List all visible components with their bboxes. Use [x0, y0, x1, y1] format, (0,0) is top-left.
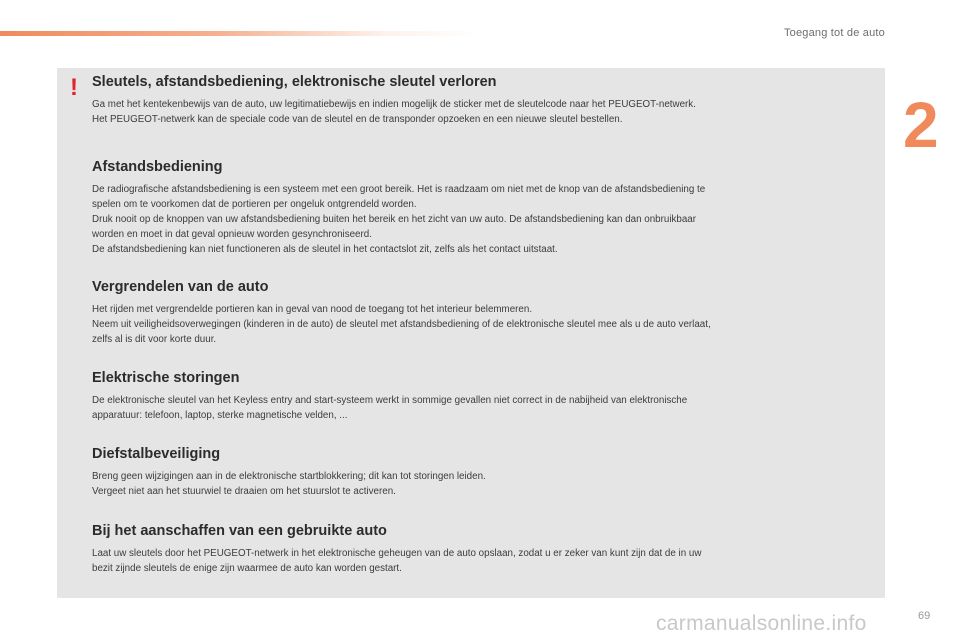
chapter-title: Toegang tot de auto — [783, 27, 885, 39]
chapter-number: 2 — [903, 89, 939, 161]
section-title: Vergrendelen van de auto — [92, 279, 269, 295]
watermark: carmanualsonline.info — [656, 612, 867, 635]
header-accent-bar — [0, 31, 480, 36]
text-line: worden en moet in dat geval opnieuw worden gesynchroniseerd. — [92, 229, 372, 240]
text-line: Druk nooit op de knoppen van uw afstandsbediening buiten het bereik en het zicht van uw auto. De afstandsbediening kan dan onbruikbaar — [92, 214, 697, 225]
section-text — [92, 393, 872, 423]
text-line: Neem uit veiligheidsoverwegingen (kinderen in de auto) de sleutel met afstandsbediening of de elektronische sleutel mee als u de auto verlaat, — [92, 319, 711, 330]
text-line: Het PEUGEOT-netwerk kan de speciale code van de sleutel en de transponder opzoeken en een nieuwe sleutel bestellen. — [92, 114, 623, 125]
text-line: Laat uw sleutels door het PEUGEOT-netwerk in het elektronische geheugen van de auto opslaan, zodat u er zeker van kunt zijn dat de in uw — [92, 548, 702, 559]
section-text — [92, 546, 872, 576]
text-line: Breng geen wijzigingen aan in de elektronische startblokkering; dit kan tot storingen leiden. — [92, 471, 486, 482]
section-elektrische-storingen — [92, 370, 872, 423]
page-number: 69 — [918, 610, 931, 622]
exclamation-icon: ! — [70, 74, 78, 101]
section-title: Elektrische storingen — [92, 370, 240, 386]
section-afstandsbediening — [92, 159, 872, 257]
section-text — [92, 469, 872, 499]
section-text — [92, 302, 872, 347]
section-title: Afstandsbediening — [92, 159, 223, 175]
text-line: bezit zijnde sleutels de enige zijn waarmee de auto kan worden gestart. — [92, 563, 402, 574]
text-line: apparatuur: telefoon, laptop, sterke magnetische velden, ... — [92, 410, 348, 421]
section-vergrendelen — [92, 279, 872, 347]
text-line: Vergeet niet aan het stuurwiel te draaien om het stuurslot te activeren. — [92, 486, 396, 497]
section-title: Bij het aanschaffen van een gebruikte auto — [92, 523, 387, 539]
text-line: spelen om te voorkomen dat de portieren per ongeluk ontgrendeld worden. — [92, 199, 417, 210]
text-line: Ga met het kentekenbewijs van de auto, uw legitimatiebewijs en indien mogelijk de sticker met de sleutelcode naar het PEUGEOT-netwerk. — [92, 99, 696, 110]
warning-section — [92, 74, 872, 127]
section-title: Diefstalbeveiliging — [92, 446, 221, 462]
section-diefstalbeveiliging — [92, 446, 872, 499]
section-gebruikte-auto — [92, 523, 872, 576]
text-line: De elektronische sleutel van het Keyless entry and start-systeem werkt in sommige gevallen niet correct in de nabijheid van elektronische — [92, 395, 688, 406]
text-line: zelfs al is dit voor korte duur. — [92, 334, 217, 345]
text-line: De radiografische afstandsbediening is een systeem met een groot bereik. Het is raadzaam om niet met de knop van de afstandsbediening te — [92, 184, 706, 195]
warning-text — [92, 97, 872, 127]
warning-title: Sleutels, afstandsbediening, elektronische sleutel verloren — [92, 74, 497, 90]
text-line: Het rijden met vergrendelde portieren kan in geval van nood de toegang tot het interieur belemmeren. — [92, 304, 533, 315]
text-line: De afstandsbediening kan niet functioneren als de sleutel in het contactslot zit, zelfs als het contact uitstaat. — [92, 244, 558, 255]
section-text — [92, 182, 872, 257]
